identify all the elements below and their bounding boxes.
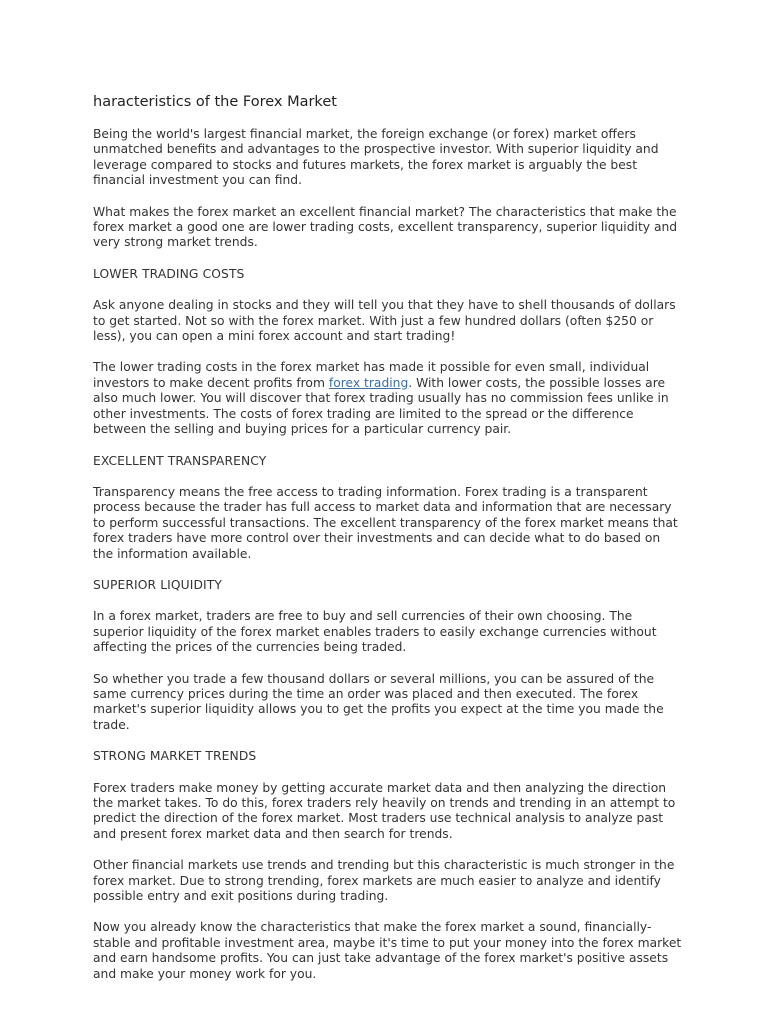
- section-heading-strong-market-trends: STRONG MARKET TRENDS: [93, 749, 257, 764]
- trends-paragraph-3: Now you already know the characteristics that make the forex market a sound, financially-stable and profitable investment area, maybe it's time to put your money into the forex market and earn handsome profits. You can just take advantage of the forex market's positive assets and make your money work for you.: [93, 920, 682, 981]
- intro-paragraph-1: Being the world's largest financial market, the foreign exchange (or forex) market offers unmatched benefits and advantages to the prospective investor. With superior liquidity and leverage compared to stocks and futures markets, the forex market is arguably the best financial investment you can find.: [93, 127, 659, 188]
- lower-costs-text-after-link: . With lower costs, the possible losses are also much lower. You will discover that forex trading usually has no commission fees unlike in other investments. The costs of forex trading are limited to the spread or the difference between the selling and buying prices for a particular currency pair.: [93, 375, 669, 437]
- intro-paragraph-2: What makes the forex market an excellent financial market? The characteristics that make the forex market a good one are lower trading costs, excellent transparency, superior liquidity and very strong market trends.: [93, 204, 678, 250]
- forex-trading-link[interactable]: forex trading: [328, 375, 409, 390]
- lower-costs-paragraph-1: Ask anyone dealing in stocks and they will tell you that they have to shell thousands of dollars to get started. Not so with the forex market. With just a few hundred dollars (often $250 or less), you can open a mini forex account and start trading!: [93, 298, 676, 344]
- document-page: [93, 93, 683, 998]
- section-heading-excellent-transparency: EXCELLENT TRANSPARENCY: [93, 453, 267, 468]
- lower-costs-text-before-link: The lower trading costs in the forex market has made it possible for even small, individual investors to make decent profits from: [93, 360, 650, 390]
- page-title: haracteristics of the Forex Market: [93, 94, 337, 110]
- liquidity-paragraph-2: So whether you trade a few thousand dollars or several millions, you can be assured of the same currency prices during the time an order was placed and then executed. The forex market's superior liquidity allows you to get the profits you expect at the time you made the trade.: [93, 671, 664, 732]
- liquidity-paragraph-1: In a forex market, traders are free to buy and sell currencies of their own choosing. The superior liquidity of the forex market enables traders to easily exchange currencies without affecting the prices of the currencies being traded.: [93, 609, 657, 655]
- trends-paragraph-1: Forex traders make money by getting accurate market data and then analyzing the direction the market takes. To do this, forex traders rely heavily on trends and trending in an attempt to predict the direction of the forex market. Most traders use technical analysis to analyze past and present forex market data and then search for trends.: [93, 780, 676, 841]
- trends-paragraph-2: Other financial markets use trends and trending but this characteristic is much stronger in the forex market. Due to strong trending, forex markets are much easier to analyze and identify possible entry and exit positions during trading.: [93, 858, 675, 904]
- section-heading-lower-trading-costs: LOWER TRADING COSTS: [93, 266, 245, 281]
- transparency-paragraph-1: Transparency means the free access to trading information. Forex trading is a transparent process because the trader has full access to market data and information that are necessary to perform successful transactions. The excellent transparency of the forex market means that forex traders have more control over their investments and can decide what to do based on the information available.: [93, 484, 678, 561]
- section-heading-superior-liquidity: SUPERIOR LIQUIDITY: [93, 577, 222, 592]
- lower-costs-paragraph-2: [93, 360, 683, 437]
